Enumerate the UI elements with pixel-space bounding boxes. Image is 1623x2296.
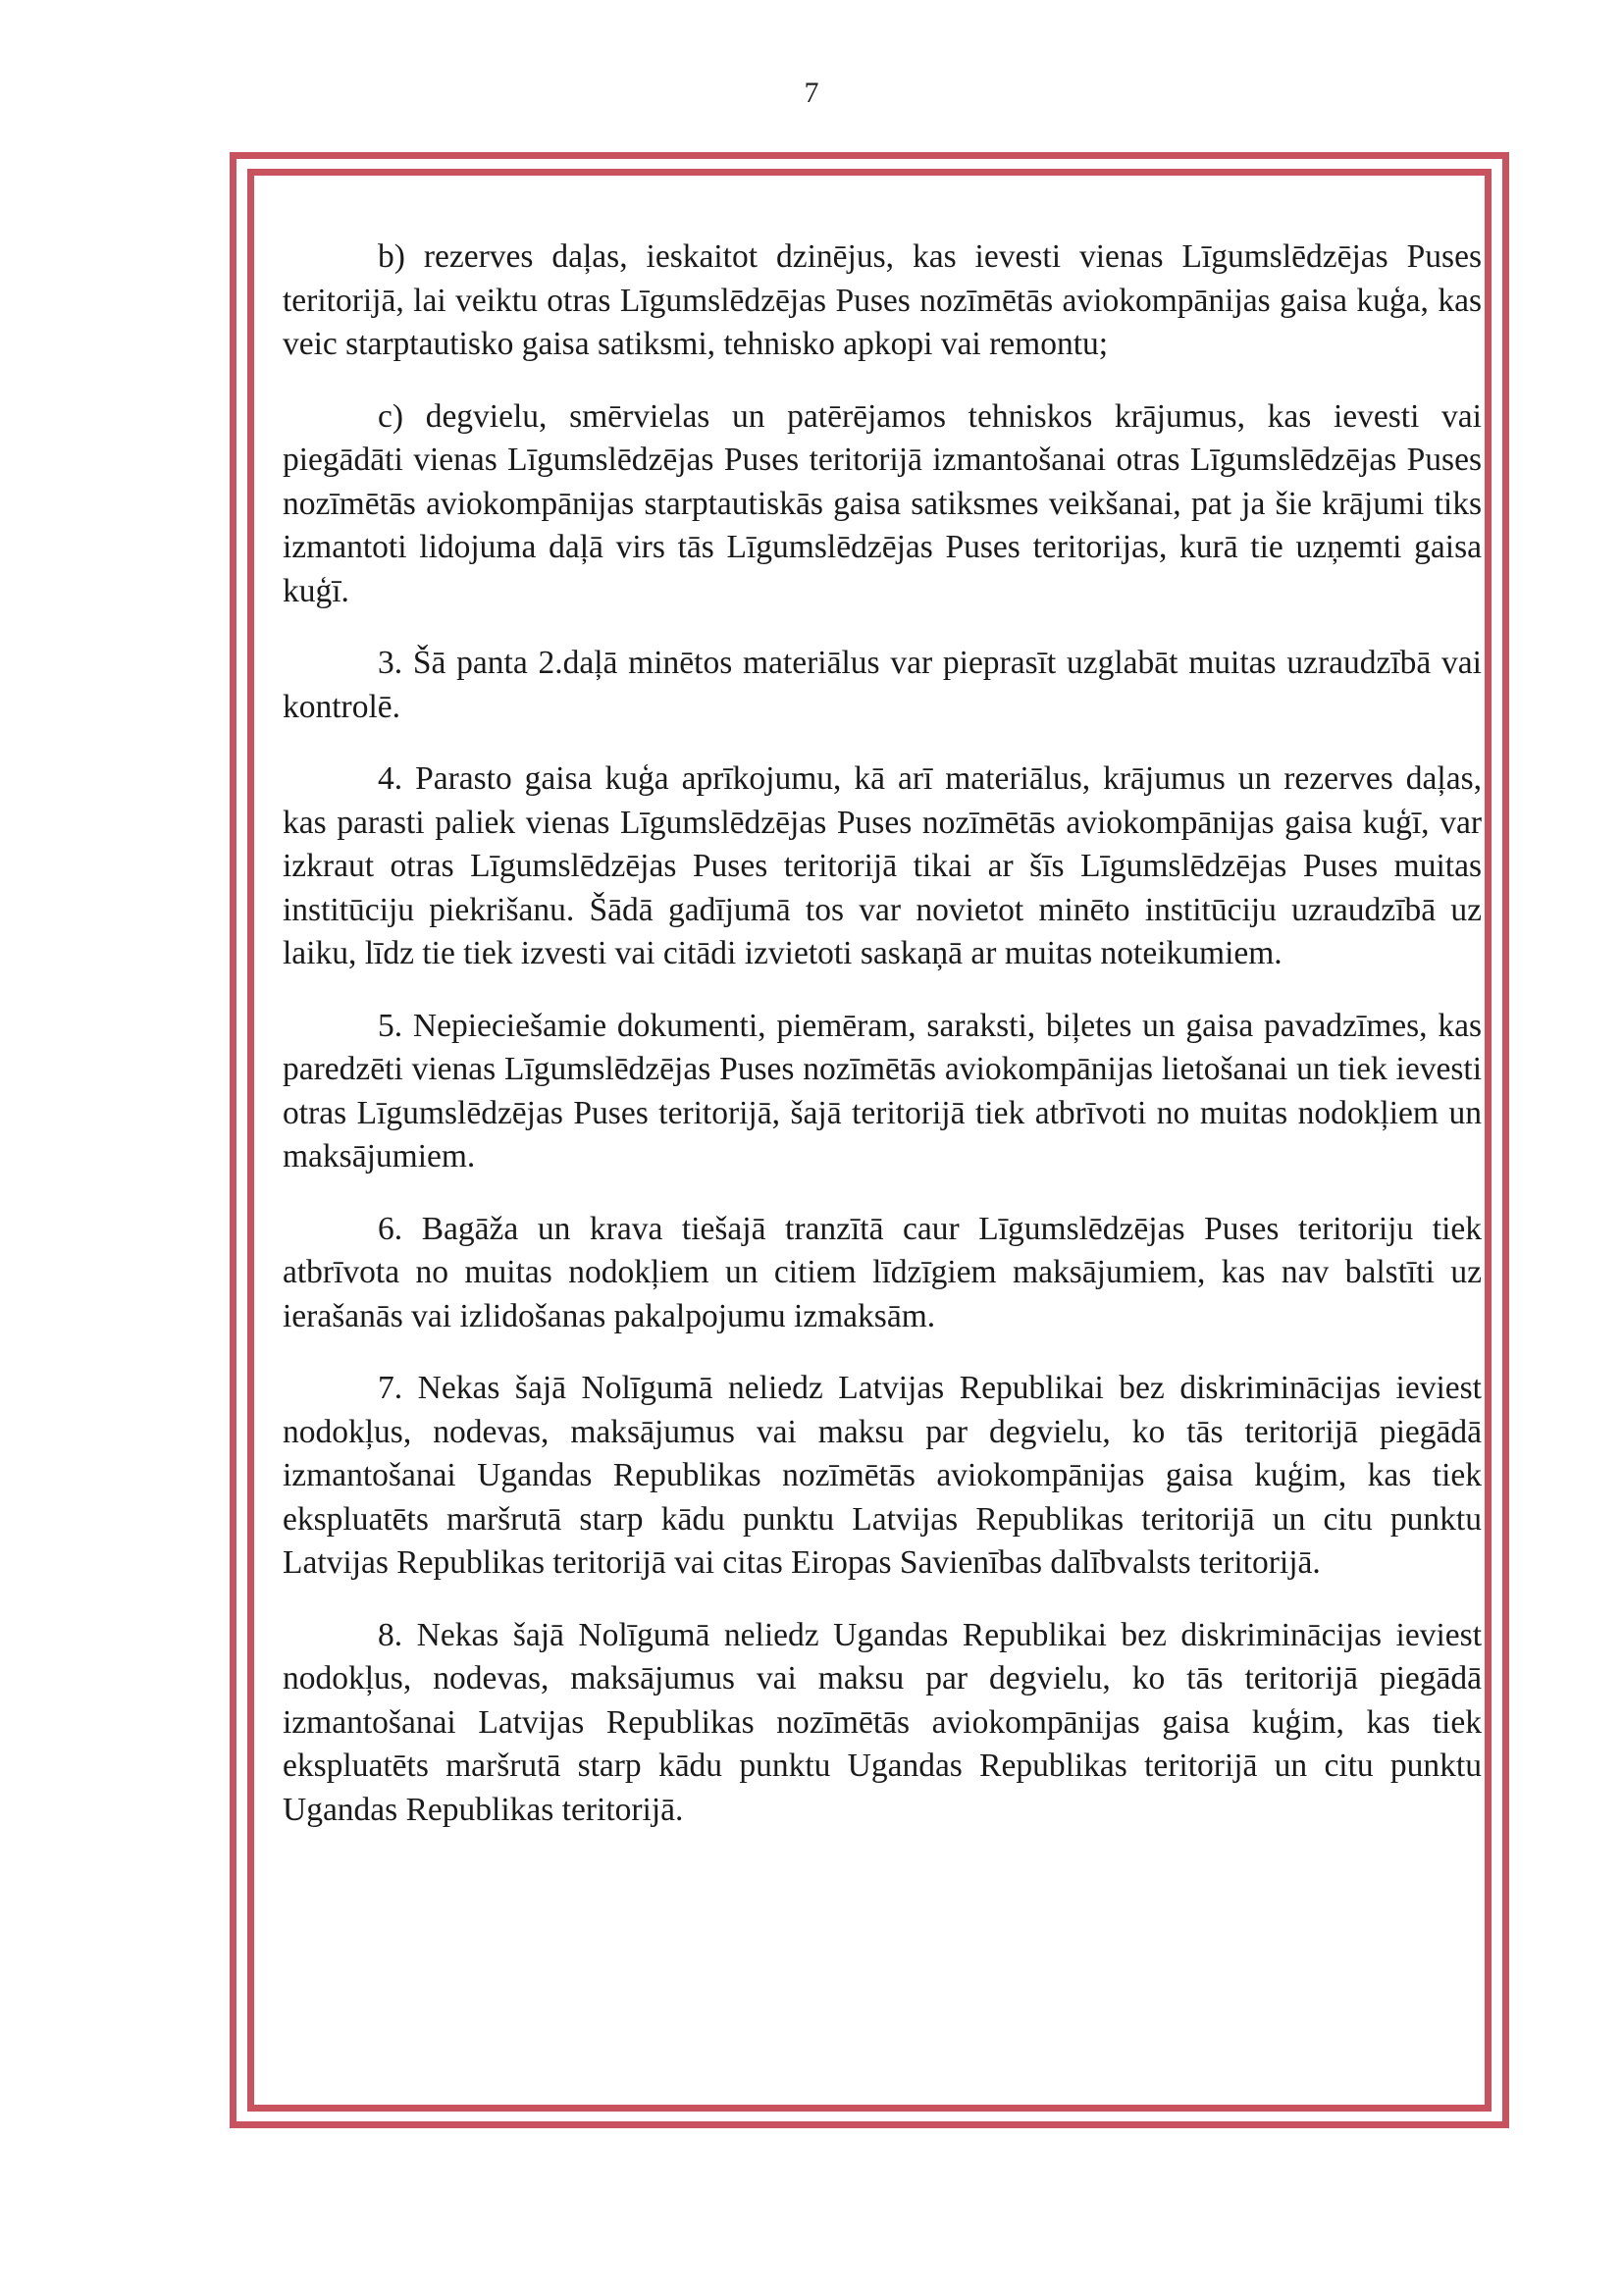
paragraph-5: 5. Nepieciešamie dokumenti, piemēram, saraksti, biļetes un gaisa pavadzīmes, kas paredzēti vienas Līgumslēdzējas Puses nozīmētās aviokompānijas lietošanai un tiek ievesti otras Līgumslēdzējas Puses teritorijā, šajā teritorijā tiek atbrīvoti no muitas nodokļiem un maksājumiem. — [283, 1007, 1482, 1174]
paragraph-3: 3. Šā panta 2.daļā minētos materiālus var pieprasīt uzglabāt muitas uzraudzībā vai kontrolē. — [283, 645, 1482, 725]
paragraph-6: 6. Bagāža un krava tiešajā tranzītā caur Līgumslēdzējas Puses teritoriju tiek atbrīvota no muitas nodokļiem un citiem līdzīgiem maksājumiem, kas nav balstīti uz ierašanās vai izlidošanas pakalpojumu izmaksām. — [283, 1210, 1482, 1334]
paragraph-7: 7. Nekas šajā Nolīgumā neliedz Latvijas Republikai bez diskriminācijas ieviest nodokļus, nodevas, maksājumus vai maksu par degvielu, ko tās teritorijā piegādā izmantošanai Ugandas Republikas nozīmētās aviokompānijas gaisa kuģim, kas tiek ekspluatēts maršrutā starp kādu punktu Latvijas Republikas teritorijā un citu punktu Latvijas Republikas teritorijā vai citas Eiropas Savienības dalībvalsts teritorijā. — [283, 1370, 1482, 1581]
paragraph-4: 4. Parasto gaisa kuģa aprīkojumu, kā arī materiālus, krājumus un rezerves daļas, kas parasti paliek vienas Līgumslēdzējas Puses nozīmētās aviokompānijas gaisa kuģī, var izkraut otras Līgumslēdzējas Puses teritorijā tikai ar šīs Līgumslēdzējas Puses muitas institūciju piekrišanu. Šādā gadījumā tos var novietot minēto institūciju uzraudzībā uz laiku, līdz tie tiek izvesti vai citādi izvietoti saskaņā ar muitas noteikumiem. — [283, 760, 1482, 971]
paragraph-2c: c) degvielu, smērvielas un patērējamos tehniskos krājumus, kas ievesti vai piegādāti vienas Līgumslēdzējas Puses teritorijā izmantošanai otras Līgumslēdzējas Puses nozīmētās aviokompānijas starptautiskās gaisa satiksmes veikšanai, pat ja šie krājumi tiks izmantoti lidojuma daļā virs tās Līgumslēdzējas Puses teritorijas, kurā tie uzņemti gaisa kuģī. — [283, 397, 1482, 609]
paragraph-8: 8. Nekas šajā Nolīgumā neliedz Ugandas Republikai bez diskriminācijas ieviest nodokļus, nodevas, maksājumus vai maksu par degvielu, ko tās teritorijā piegādā izmantošanai Latvijas Republikas nozīmētās aviokompānijas gaisa kuģim, kas tiek ekspluatēts maršrutā starp kādu punktu Ugandas Republikas teritorijā un citu punktu Ugandas Republikas teritorijā. — [283, 1616, 1482, 1828]
document-body — [283, 235, 1482, 1860]
paragraph-2b: b) rezerves daļas, ieskaitot dzinējus, kas ievesti vienas Līgumslēdzējas Puses teritorijā, lai veiktu otras Līgumslēdzējas Puses nozīmētās aviokompānijas gaisa kuģa, kas veic starptautisko gaisa satiksmi, tehnisko apkopi vai remontu; — [283, 238, 1482, 362]
page-number: 7 — [804, 77, 819, 109]
